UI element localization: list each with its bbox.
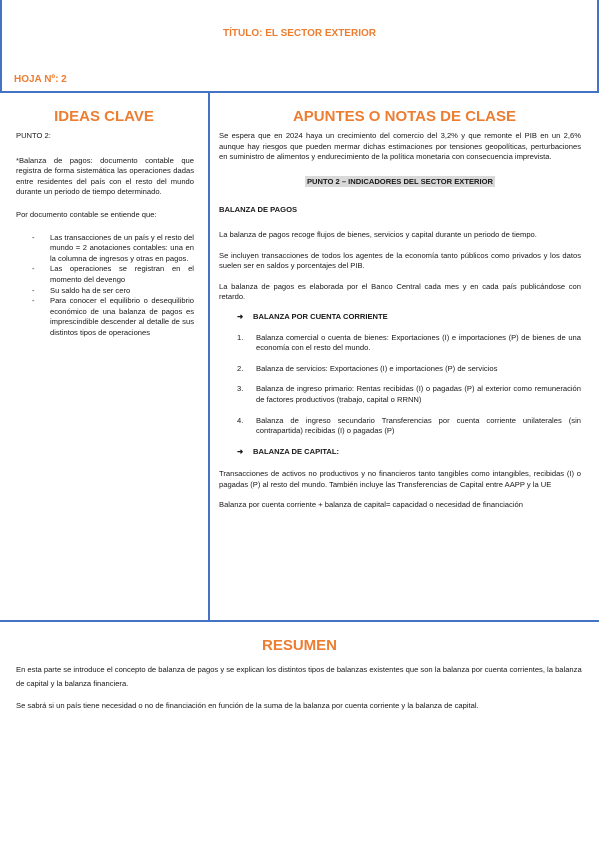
capital-account-text: Transacciones de activos no productivos y no financieros tanto tangibles como intangibles, recibidas (I) o pagadas (P) al resto del mundo. También incluye las Transferencias de Capital entre AAPP y la UE bbox=[219, 469, 581, 489]
item-number: 1. bbox=[237, 332, 244, 342]
notes-paragraph-1: La balanza de pagos recoge flujos de bienes, servicios y capital durante un periodo de tiempo. bbox=[219, 229, 537, 239]
item-text: Balanza de ingreso secundario Transferencias por cuenta corriente unilaterales (sin contrapartida) recibidas (I) o pagadas (P) bbox=[256, 415, 581, 436]
notes-intro: Se espera que en 2024 haya un crecimiento del comercio del 3,2% y que remonte el PIB en un 2,6% aunque hay riesgos que pueden mermar dichas estimaciones por tensiones geopolíticas, perturbaciones en suministro de alimentos y endurecimiento de la política monetaria con consecuencia imprevista. bbox=[219, 131, 581, 162]
column-divider bbox=[208, 93, 210, 621]
ideas-bullet-list bbox=[16, 233, 194, 339]
notes-heading: APUNTES O NOTAS DE CLASE bbox=[292, 108, 517, 125]
ideas-bullet: - Para conocer el equilibrio o desequilibrio económico de una balanza de pagos es imprescindible descender al detalle de sus distintos tipos de operaciones bbox=[50, 296, 194, 338]
ideas-punto: PUNTO 2: bbox=[16, 131, 51, 140]
notes-paragraph-3: La balanza de pagos es elaborada por el Banco Central cada mes y en cada país publicándose con retardo. bbox=[219, 281, 581, 302]
current-account-heading bbox=[237, 312, 581, 323]
ideas-intro: Por documento contable se entiende que: bbox=[16, 209, 157, 219]
notes-banner-text: PUNTO 2 – INDICADORES DEL SECTOR EXTERIOR bbox=[306, 176, 494, 186]
frame-left-top bbox=[0, 0, 2, 92]
ideas-heading: IDEAS CLAVE bbox=[54, 108, 154, 125]
notes-column bbox=[219, 131, 581, 511]
current-account-heading-text: BALANZA POR CUENTA CORRIENTE bbox=[253, 311, 388, 321]
item-number: 4. bbox=[237, 415, 244, 425]
notes-subheading: BALANZA DE PAGOS bbox=[219, 205, 298, 215]
item-text: Balanza comercial o cuenta de bienes: Exportaciones (I) e importaciones (P) de bienes de una economía con el resto del mundo. bbox=[256, 332, 581, 353]
body-bottom-divider bbox=[0, 620, 599, 622]
summary-body bbox=[16, 663, 584, 719]
item-text: Balanza de ingreso primario: Rentas recibidas (I) o pagadas (P) al exterior como remuneración de factores productivos (trabajo, capital o RRNN) bbox=[256, 384, 581, 404]
current-account-item bbox=[237, 384, 581, 405]
ideas-bullet: - Las transacciones de un país y el resto del mundo = 2 anotaciones contables: una en la columna de ingresos y otras en pagos. bbox=[50, 233, 194, 265]
sheet-number: HOJA Nº: 2 bbox=[14, 74, 67, 85]
current-account-item bbox=[237, 333, 581, 354]
summary-heading: RESUMEN bbox=[261, 637, 337, 654]
notes-banner bbox=[219, 177, 581, 188]
current-account-item bbox=[237, 416, 581, 437]
document-title: TÍTULO: EL SECTOR EXTERIOR bbox=[223, 28, 376, 39]
summary-paragraph-1: En esta parte se introduce el concepto de balanza de pagos y se explican los distintos tipos de balanzas existentes que son la balanza por cuenta corrientes, la balanza de capital y la balanza financiera. bbox=[16, 665, 582, 688]
item-number: 3. bbox=[237, 384, 244, 394]
financing-formula: Balanza por cuenta corriente + balanza de capital= capacidad o necesidad de financiación bbox=[219, 500, 523, 510]
item-text: Balanza de servicios: Exportaciones (I) e importaciones (P) de servicios bbox=[256, 363, 498, 373]
notes-paragraph-2: Se incluyen transacciones de todos los agentes de la economía tanto públicos como privados y los datos suelen ser en saldos y porcentajes del PIB. bbox=[219, 250, 581, 271]
header-divider bbox=[0, 91, 599, 93]
current-account-item bbox=[237, 364, 581, 375]
ideas-definition: *Balanza de pagos: documento contable que registra de forma sistemática las operaciones dadas entre residentes del país con el resto del mundo durante un periodo de tiempo determinado. bbox=[16, 155, 194, 197]
summary-paragraph-2: Se sabrá si un país tiene necesidad o no de financiación en función de la suma de la balanza por cuenta corriente y la balanza de capital. bbox=[16, 701, 479, 710]
capital-account-heading-text: BALANZA DE CAPITAL: bbox=[253, 446, 340, 456]
ideas-bullet: - Su saldo ha de ser cero bbox=[50, 286, 194, 297]
arrow-right-icon: ➜ bbox=[237, 311, 244, 321]
ideas-bullet: - Las operaciones se registran en el momento del devengo bbox=[50, 264, 194, 285]
ideas-column bbox=[16, 131, 194, 339]
item-number: 2. bbox=[237, 363, 244, 373]
arrow-right-icon: ➜ bbox=[237, 446, 244, 456]
capital-account-heading bbox=[237, 447, 581, 458]
